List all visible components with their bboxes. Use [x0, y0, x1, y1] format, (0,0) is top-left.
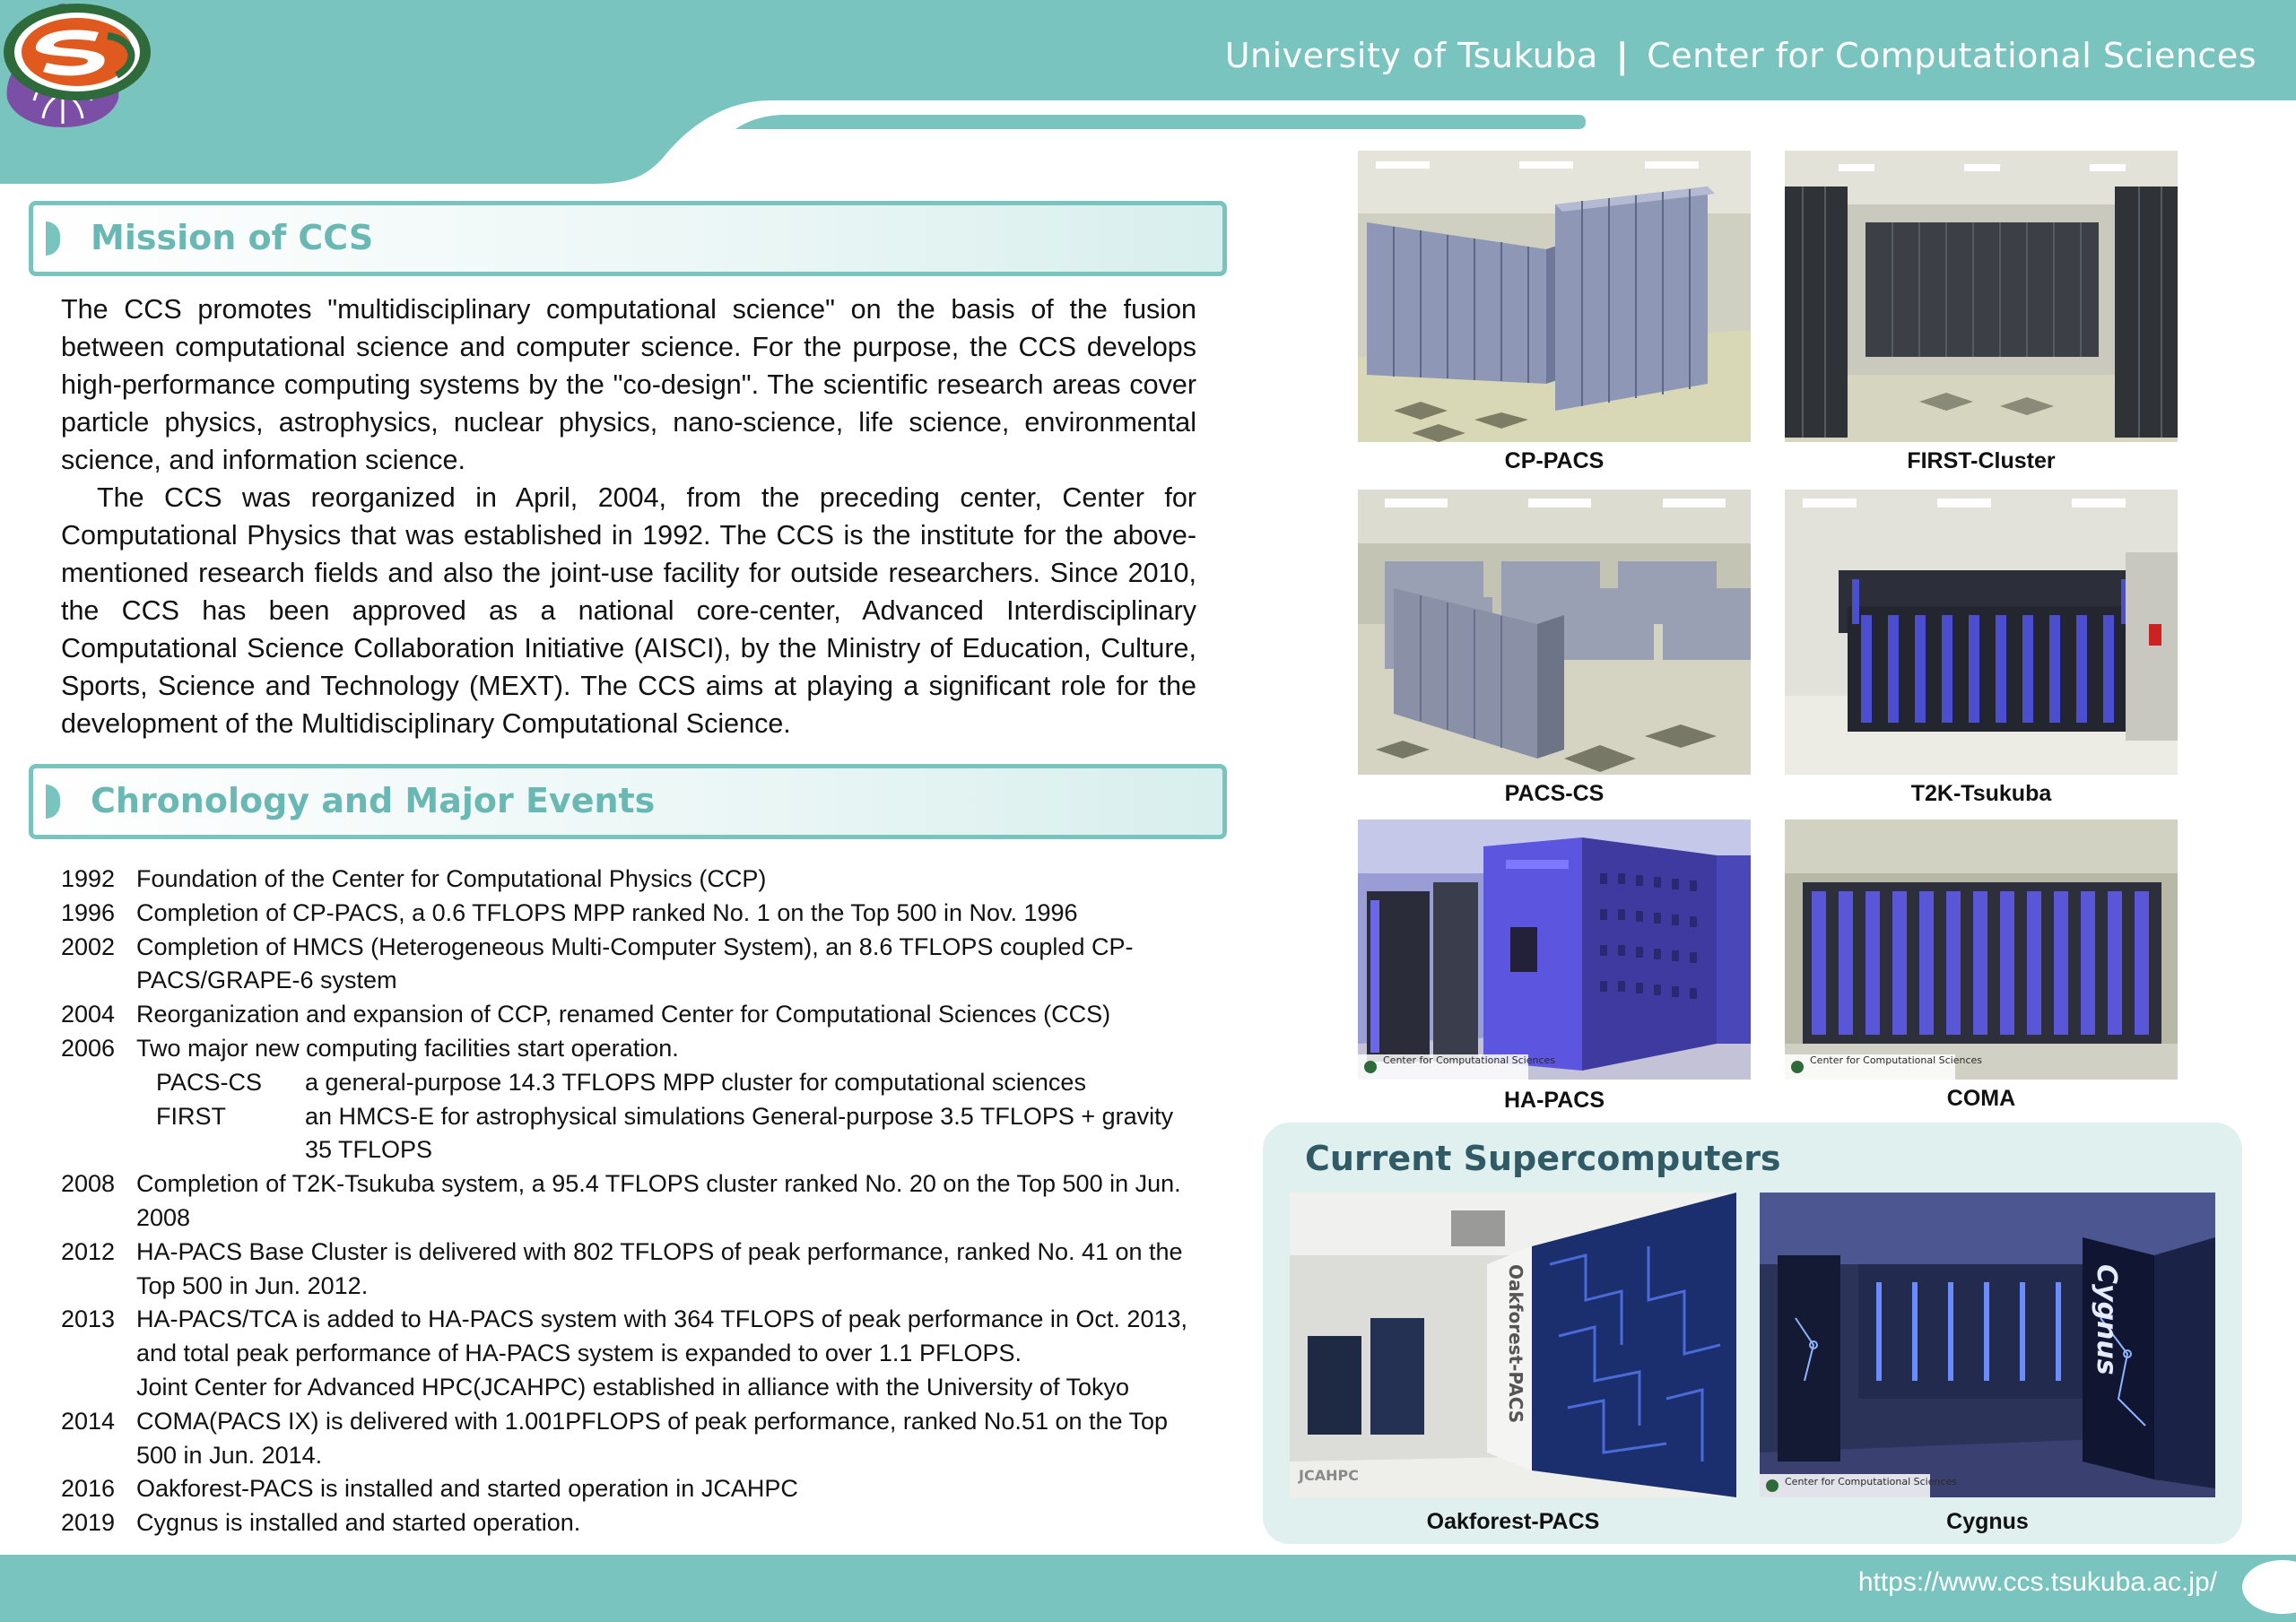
ha-pacs-watermark: Center for Computational Sciences — [1383, 1054, 1556, 1066]
pacs-cs-caption: PACS-CS — [1504, 781, 1605, 806]
facility-row — [61, 1066, 1200, 1100]
event-text: Two major new computing facilities start operation. — [136, 1034, 679, 1062]
event-text: Completion of CP-PACS, a 0.6 TFLOPS MPP ranked No. 1 on the Top 500 in Nov. 1996 — [136, 898, 1078, 926]
first-cluster-photo — [1785, 151, 2178, 442]
event-text: HA-PACS Base Cluster is delivered with 802 TFLOPS of peak performance, ranked No. 41 on the Top 500 in Jun. 2012. — [136, 1237, 1183, 1299]
center-name: Center for Computational Sciences — [1647, 36, 2257, 75]
event-row — [61, 1303, 1200, 1371]
chronology-list — [61, 863, 1200, 1540]
event-row — [61, 1472, 1200, 1506]
event-text: COMA(PACS IX) is delivered with 1.001PFLOPS of peak performance, ranked No.51 on the Top 500 in Jun. 2014. — [136, 1407, 1169, 1469]
event-text: Cygnus is installed and started operation. — [136, 1509, 581, 1537]
event-year — [61, 1371, 136, 1405]
event-row — [61, 897, 1200, 931]
jcahpc-mark: JCAHPC — [1299, 1467, 1359, 1484]
event-year: 2012 — [61, 1237, 116, 1265]
website-link[interactable]: https://www.ccs.tsukuba.ac.jp/ — [1857, 1567, 2217, 1597]
first-cluster-caption: FIRST-Cluster — [1907, 448, 2056, 473]
event-row — [61, 1405, 1200, 1473]
header-separator: | — [1615, 36, 1630, 75]
cygnus-caption: Cygnus — [1946, 1509, 2029, 1534]
event-text: Joint Center for Advanced HPC(JCAHPC) established in alliance with the University of Tokyo — [136, 1373, 1129, 1401]
oakforest-panel-text: Oakforest-PACS — [1505, 1264, 1526, 1424]
event-text: HA-PACS/TCA is added to HA-PACS system with 364 TFLOPS of peak performance in Oct. 2013, and total peak performance of HA-PACS system is expanded to over 1.1 PFLOPS. — [136, 1305, 1187, 1367]
event-text: Reorganization and expansion of CCP, renamed Center for Computational Sciences (CCS) — [136, 1001, 1111, 1028]
mission-banner — [29, 201, 1227, 276]
ha-pacs-photo — [1358, 820, 1751, 1080]
event-text: Completion of HMCS (Heterogeneous Multi-Computer System), an 8.6 TFLOPS coupled CP-PACS/GRAPE-6 system — [136, 932, 1134, 994]
event-year: 2002 — [61, 932, 116, 960]
facility-name: FIRST — [156, 1102, 226, 1130]
header-title — [1225, 36, 2257, 75]
cygnus-watermark: Center for Computational Sciences — [1785, 1476, 1958, 1488]
event-year: 1992 — [61, 865, 116, 892]
oakforest-pacs-photo — [1290, 1193, 1736, 1497]
page-footer — [0, 1555, 2296, 1622]
event-row — [61, 1032, 1200, 1066]
banner-tab-icon — [46, 221, 60, 256]
event-year: 2019 — [61, 1509, 116, 1537]
chronology-title: Chronology and Major Events — [91, 781, 656, 820]
coma-caption: COMA — [1946, 1086, 2016, 1111]
cp-pacs-photo — [1358, 151, 1751, 442]
oakforest-pacs-caption: Oakforest-PACS — [1426, 1509, 1600, 1534]
facility-row — [61, 1100, 1200, 1168]
event-text: Oakforest-PACS is installed and started operation in JCAHPC — [136, 1475, 798, 1503]
event-year: 2014 — [61, 1407, 116, 1435]
facility-desc: a general-purpose 14.3 TFLOPS MPP cluster for computational sciences — [305, 1068, 1086, 1096]
event-row — [61, 1371, 1200, 1405]
banner-tab-icon — [46, 785, 60, 819]
event-text: Foundation of the Center for Computational Physics (CCP) — [136, 865, 767, 892]
t2k-tsukuba-photo — [1785, 490, 2178, 775]
t2k-tsukuba-caption: T2K-Tsukuba — [1910, 781, 2052, 806]
event-year: 1996 — [61, 898, 116, 926]
event-row — [61, 998, 1200, 1032]
cygnus-photo — [1760, 1193, 2215, 1497]
mission-paragraph-2: The CCS was reorganized in April, 2004, from the preceding center, Center for Computational Physics that was established in 1992. The CCS is the institute for the above-mentioned research fields and also the joint-use facility for outside researchers. Since 2010, the CCS has been approved as a national core-center, Advanced Interdisciplinary Computational Science Collaboration Initiative (AISCI), by the Ministry of Education, Culture, Sports, Science and Technology (MEXT). The CCS aims at playing a significant role for the development of the Multidisciplinary Computational Science. — [61, 482, 1196, 739]
event-row — [61, 931, 1200, 999]
event-row — [61, 1506, 1200, 1540]
current-supercomputers-title: Current Supercomputers — [1305, 1139, 1781, 1178]
mission-title: Mission of CCS — [91, 218, 374, 257]
event-year: 2008 — [61, 1170, 116, 1198]
ha-pacs-caption: HA-PACS — [1503, 1088, 1605, 1113]
event-text: Completion of T2K-Tsukuba system, a 95.4 TFLOPS cluster ranked No. 20 on the Top 500 in Jun. 2008 — [136, 1170, 1181, 1231]
footer-decoration — [2242, 1560, 2296, 1614]
university-name: University of Tsukuba — [1224, 36, 1598, 75]
event-year: 2013 — [61, 1305, 116, 1333]
ccs-logo-icon — [0, 0, 154, 104]
cygnus-panel-text: Cygnus — [2091, 1264, 2122, 1375]
event-row — [61, 863, 1200, 897]
facility-desc: an HMCS-E for astrophysical simulations General-purpose 3.5 TFLOPS + gravity 35 TFLOPS — [305, 1102, 1174, 1164]
event-row — [61, 1167, 1200, 1236]
coma-watermark: Center for Computational Sciences — [1810, 1054, 1983, 1066]
facility-name: PACS-CS — [156, 1068, 263, 1096]
event-year: 2016 — [61, 1475, 116, 1503]
cp-pacs-caption: CP-PACS — [1504, 448, 1605, 473]
event-year: 2004 — [61, 1001, 116, 1028]
chronology-banner — [29, 764, 1227, 839]
event-row — [61, 1236, 1200, 1304]
coma-photo — [1785, 820, 2178, 1080]
pacs-cs-photo — [1358, 490, 1751, 775]
mission-paragraph-1: The CCS promotes "multidisciplinary computational science" on the basis of the fusion between computational science and computer science. For the purpose, the CCS develops high-performance computing systems by the "co-design". The scientific research areas cover particle physics, astrophysics, nuclear physics, nano-science, life science, environmental science, and information science. — [61, 294, 1196, 475]
mission-text — [61, 291, 1196, 742]
event-year: 2006 — [61, 1034, 116, 1062]
